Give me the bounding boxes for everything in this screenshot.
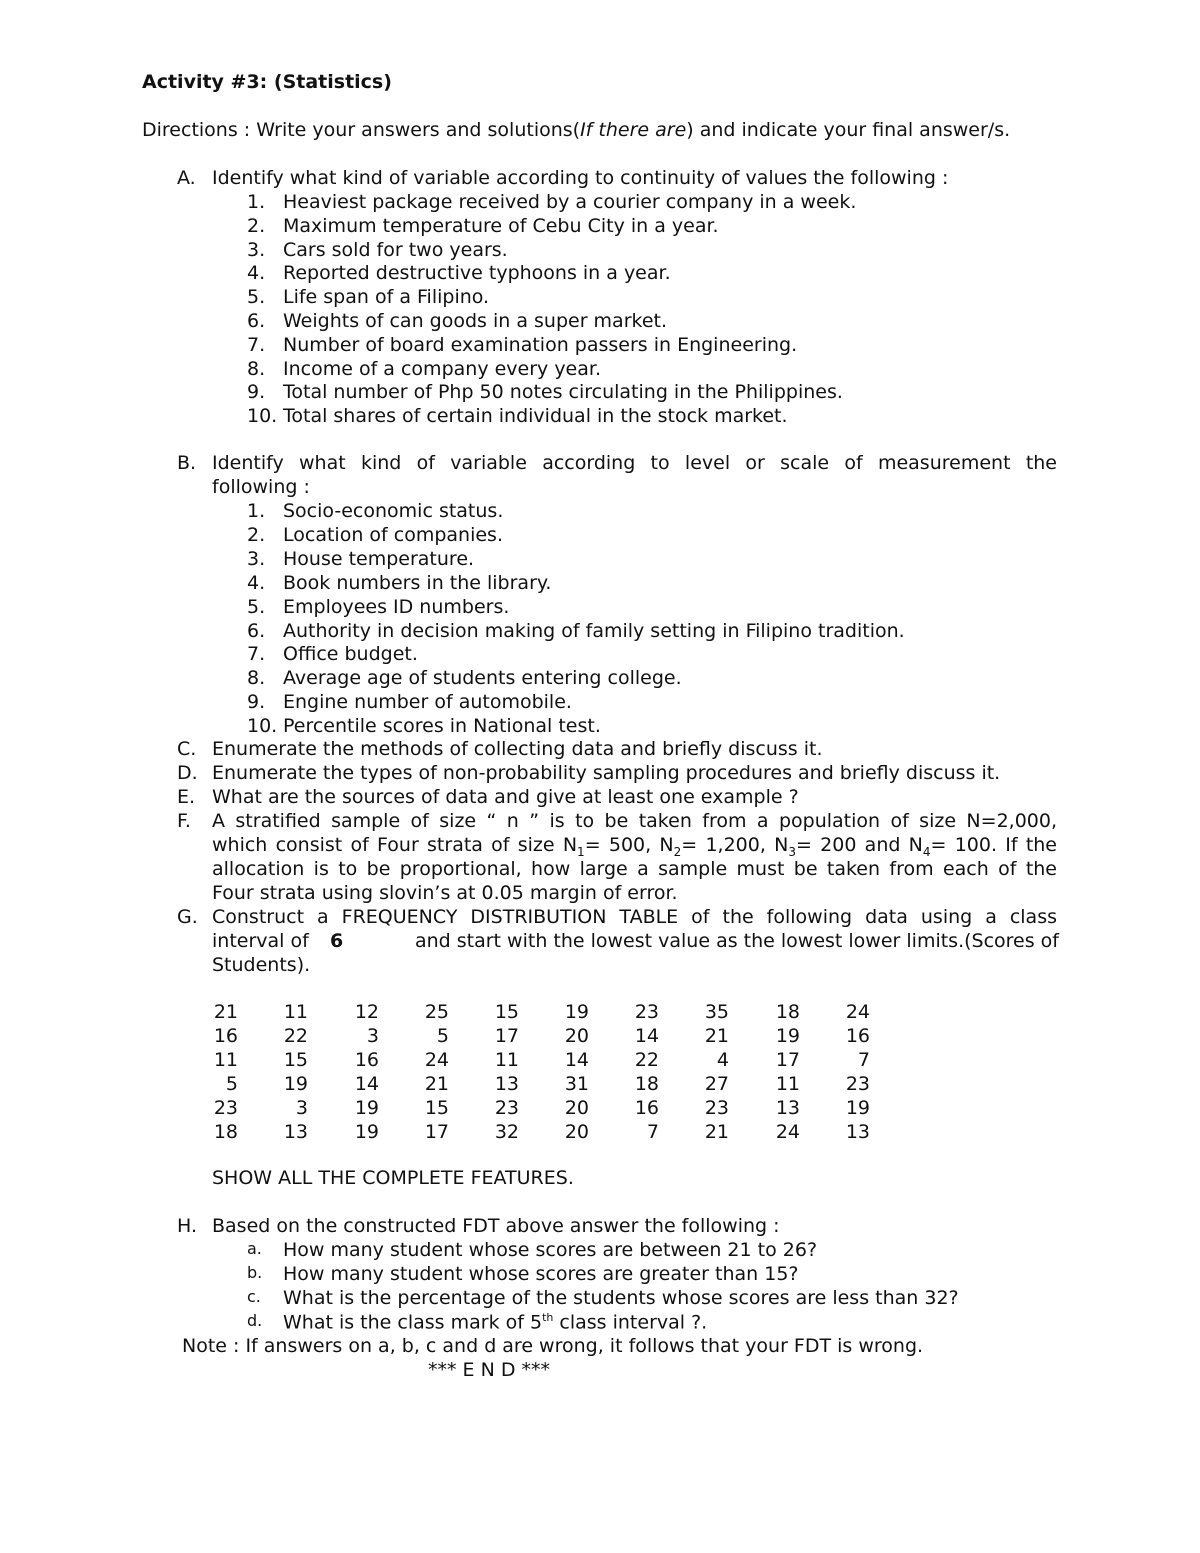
- section-f-line1: A stratified sample of size “ n ” is to be taken from a population of size N=2,000,: [212, 810, 1057, 832]
- item-text: Average age of students entering college.: [283, 667, 682, 690]
- item-text: Life span of a Filipino.: [283, 286, 490, 309]
- item-text: Book numbers in the library.: [283, 571, 552, 594]
- data-cell: 25: [424, 1001, 449, 1023]
- data-cell: 35: [704, 1001, 729, 1023]
- item-text: [283, 1311, 707, 1333]
- item-text: Number of board examination passers in Engineering.: [283, 333, 798, 356]
- section-a-letter: A.: [177, 167, 196, 189]
- data-cell: 18: [634, 1073, 659, 1095]
- item-text: What is the percentage of the students whose scores are less than 32?: [283, 1287, 959, 1309]
- section-b-prompt-line1: Identify what kind of variable according to level or scale of measurement the: [212, 452, 1057, 474]
- data-cell: 20: [564, 1097, 589, 1119]
- item-text: Office budget.: [283, 643, 418, 666]
- data-cell: 14: [634, 1025, 659, 1047]
- section-d-letter: D.: [177, 762, 198, 784]
- item-text: Weights of can goods in a super market.: [283, 310, 668, 332]
- item-number: 10.: [247, 405, 278, 428]
- directions: [142, 119, 1010, 141]
- data-cell: 24: [775, 1121, 800, 1143]
- data-cell: 23: [845, 1073, 870, 1095]
- section-f-letter: F.: [177, 810, 191, 832]
- section-b-letter: B.: [177, 452, 197, 474]
- section-g-letter: G.: [177, 906, 198, 928]
- data-cell: 3: [295, 1097, 308, 1119]
- data-cell: 19: [845, 1097, 870, 1119]
- data-cell: 17: [424, 1121, 449, 1143]
- item-number: 5.: [247, 595, 266, 618]
- directions-italic: If there are: [580, 119, 687, 141]
- data-cell: 21: [424, 1073, 449, 1095]
- item-number: c.: [247, 1287, 261, 1306]
- data-cell: 19: [354, 1097, 379, 1119]
- data-cell: 19: [354, 1121, 379, 1143]
- item-number: a.: [247, 1239, 262, 1258]
- item-text: Total number of Php 50 notes circulating in the Philippines.: [283, 381, 843, 404]
- data-cell: 17: [494, 1025, 519, 1047]
- data-cell: 22: [634, 1049, 659, 1071]
- data-cell: 24: [845, 1001, 870, 1023]
- item-number: 5.: [247, 286, 266, 309]
- directions-prefix: Directions : Write your answers and solutions(: [142, 119, 581, 141]
- section-f-line2-part: = 1,200, N: [681, 834, 789, 856]
- data-cell: 21: [213, 1001, 238, 1023]
- data-cell: 21: [704, 1025, 729, 1047]
- data-cell: 11: [283, 1001, 308, 1023]
- section-f-line2-part: which consist of Four strata of size N: [212, 834, 578, 856]
- item-number: 6.: [247, 619, 266, 642]
- show-features-instruction: SHOW ALL THE COMPLETE FEATURES.: [212, 1167, 574, 1189]
- item-text: Heaviest package received by a courier company in a week.: [283, 191, 857, 213]
- section-a-prompt: Identify what kind of variable according to continuity of values the following :: [212, 167, 949, 189]
- superscript-th: th: [542, 1311, 554, 1324]
- data-cell: 12: [354, 1001, 379, 1023]
- data-cell: 19: [775, 1025, 800, 1047]
- data-cell: 15: [494, 1001, 519, 1023]
- class-interval-value: 6: [330, 930, 344, 952]
- data-cell: 24: [424, 1049, 449, 1071]
- data-cell: 7: [646, 1121, 659, 1143]
- data-cell: 13: [845, 1121, 870, 1143]
- item-number: d.: [247, 1311, 263, 1330]
- data-row: [212, 1121, 892, 1145]
- item-text: How many student whose scores are greater than 15?: [283, 1263, 799, 1285]
- directions-suffix: ) and indicate your final answer/s.: [686, 119, 1011, 141]
- data-cell: 16: [354, 1049, 379, 1071]
- section-c-letter: C.: [177, 738, 197, 760]
- section-h-letter: H.: [177, 1215, 197, 1237]
- section-g-line3: Students).: [212, 954, 311, 976]
- item-text: Socio-economic status.: [283, 500, 504, 522]
- item-text: Maximum temperature of Cebu City in a year.: [283, 214, 719, 237]
- data-cell: 31: [564, 1073, 589, 1095]
- data-cell: 3: [366, 1025, 379, 1047]
- data-cell: 16: [213, 1025, 238, 1047]
- section-f-line3: allocation is to be proportional, how large a sample must be taken from each of the: [212, 858, 1057, 880]
- data-cell: 7: [857, 1049, 870, 1071]
- data-cell: 13: [494, 1073, 519, 1095]
- item-number: b.: [247, 1263, 263, 1282]
- data-cell: 14: [354, 1073, 379, 1095]
- data-cell: 11: [494, 1049, 519, 1071]
- data-row: [212, 1025, 892, 1049]
- item-number: 8.: [247, 667, 266, 690]
- item-text: Cars sold for two years.: [283, 238, 508, 261]
- item-d-text-start: What is the class mark of 5: [283, 1311, 543, 1334]
- section-d-text: Enumerate the types of non-probability sampling procedures and briefly discuss it.: [212, 762, 1001, 784]
- data-cell: 19: [283, 1073, 308, 1095]
- item-number: 4.: [247, 571, 266, 594]
- data-cell: 4: [716, 1049, 729, 1071]
- subscript-1: 1: [577, 844, 585, 859]
- data-row: [212, 1073, 892, 1097]
- data-cell: 17: [775, 1049, 800, 1071]
- end-marker: *** E N D ***: [428, 1359, 551, 1381]
- data-cell: 27: [704, 1073, 729, 1095]
- section-h-prompt: Based on the constructed FDT above answer the following :: [212, 1215, 780, 1237]
- data-cell: 23: [213, 1097, 238, 1119]
- subscript-3: 3: [788, 844, 796, 859]
- item-text: House temperature.: [283, 547, 475, 570]
- item-text: Total shares of certain individual in the stock market.: [283, 405, 788, 428]
- data-cell: 13: [283, 1121, 308, 1143]
- data-cell: 22: [283, 1025, 308, 1047]
- section-f-line2: [212, 834, 1057, 859]
- item-number: 10.: [247, 715, 278, 738]
- data-cell: 16: [634, 1097, 659, 1119]
- item-number: 1.: [247, 191, 266, 213]
- data-cell: 5: [436, 1025, 449, 1047]
- data-cell: 11: [775, 1073, 800, 1095]
- section-g-line2-start: interval of: [212, 930, 309, 952]
- subscript-2: 2: [673, 844, 682, 859]
- data-cell: 18: [775, 1001, 800, 1023]
- section-f-line4: Four strata using slovin’s at 0.05 margin of error.: [212, 882, 678, 904]
- item-text: Reported destructive typhoons in a year.: [283, 262, 671, 285]
- item-d-text-end: class interval ?.: [553, 1311, 708, 1334]
- subscript-4: 4: [922, 844, 931, 859]
- section-f-line2-part: = 500, N: [584, 834, 674, 856]
- item-number: 7.: [247, 333, 266, 356]
- item-number: 8.: [247, 357, 266, 380]
- data-cell: 5: [225, 1073, 238, 1095]
- data-cell: 23: [634, 1001, 659, 1023]
- section-c-text: Enumerate the methods of collecting data and briefly discuss it.: [212, 738, 823, 760]
- item-number: 2.: [247, 523, 266, 546]
- section-f-line2-part: = 100. If the: [930, 834, 1057, 856]
- section-g-line1: Construct a FREQUENCY DISTRIBUTION TABLE of the following data using a class: [212, 906, 1057, 928]
- data-row: [212, 1097, 892, 1121]
- data-cell: 19: [564, 1001, 589, 1023]
- data-cell: 23: [494, 1097, 519, 1119]
- page-title: Activity #3: (Statistics): [142, 71, 392, 93]
- item-number: 1.: [247, 500, 266, 522]
- item-text: Income of a company every year.: [283, 357, 601, 380]
- data-cell: 15: [424, 1097, 449, 1119]
- section-f-line2-part: = 200 and N: [796, 834, 923, 856]
- section-g-line2: [212, 930, 1059, 952]
- item-number: 9.: [247, 691, 266, 714]
- item-number: 6.: [247, 310, 266, 332]
- data-cell: 14: [564, 1049, 589, 1071]
- item-text: Location of companies.: [283, 523, 503, 546]
- item-number: 9.: [247, 381, 266, 404]
- data-row: [212, 1001, 892, 1025]
- data-cell: 13: [775, 1097, 800, 1119]
- item-number: 2.: [247, 214, 266, 237]
- section-b-prompt-line2: following :: [212, 476, 310, 498]
- item-number: 4.: [247, 262, 266, 285]
- item-number: 3.: [247, 547, 266, 570]
- data-cell: 18: [213, 1121, 238, 1143]
- data-cell: 15: [283, 1049, 308, 1071]
- data-cell: 23: [704, 1097, 729, 1119]
- item-text: Authority in decision making of family setting in Filipino tradition.: [283, 619, 905, 642]
- section-e-text: What are the sources of data and give at least one example ?: [212, 786, 799, 808]
- note: Note : If answers on a, b, c and d are wrong, it follows that your FDT is wrong.: [182, 1335, 924, 1357]
- data-cell: 20: [564, 1121, 589, 1143]
- data-cell: 11: [213, 1049, 238, 1071]
- data-row: [212, 1049, 892, 1073]
- item-text: Employees ID numbers.: [283, 595, 510, 618]
- item-number: 3.: [247, 238, 266, 261]
- section-g-line2-end: and start with the lowest value as the lowest lower limits.(Scores of: [414, 930, 1059, 952]
- data-cell: 16: [845, 1025, 870, 1047]
- data-cell: 21: [704, 1121, 729, 1143]
- section-e-letter: E.: [177, 786, 196, 808]
- data-cell: 20: [564, 1025, 589, 1047]
- item-text: Engine number of automobile.: [283, 691, 572, 714]
- item-number: 7.: [247, 643, 266, 666]
- item-text: How many student whose scores are between 21 to 26?: [283, 1239, 818, 1261]
- data-cell: 32: [494, 1121, 519, 1143]
- item-text: Percentile scores in National test.: [283, 715, 601, 738]
